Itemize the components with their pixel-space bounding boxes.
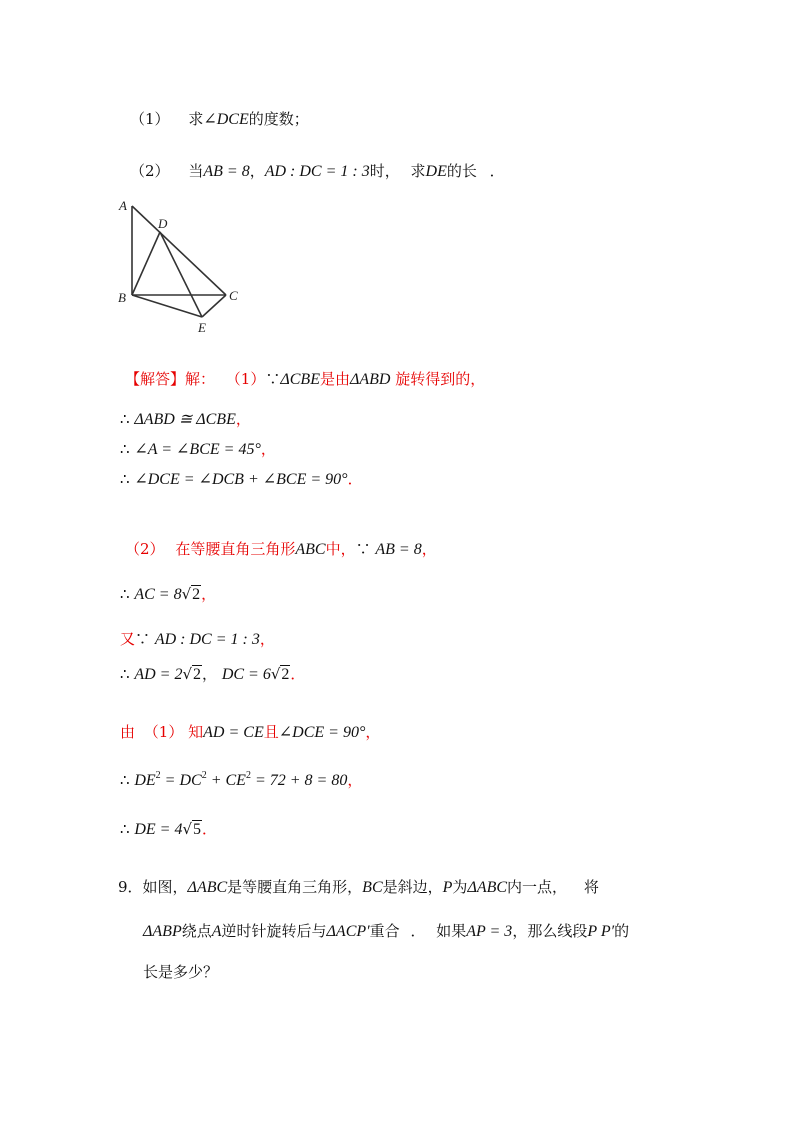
text: 由 [120, 723, 136, 741]
math-expression: AC = 8 [134, 586, 182, 603]
text: 旋转得到的， [395, 370, 486, 388]
question-9-line-1 [118, 876, 599, 899]
exponent: 2 [155, 770, 161, 781]
therefore-symbol: ∴ [120, 410, 130, 428]
text: 的长 [446, 162, 477, 180]
punctuation: ． [202, 820, 218, 838]
point-label-c: C [229, 288, 238, 303]
punctuation: ， [259, 630, 275, 648]
therefore-symbol: ∴ [120, 771, 130, 789]
answer-heading [125, 368, 485, 391]
math-expression: P [442, 879, 453, 896]
sqrt-symbol: √ [270, 665, 281, 683]
step-angles [120, 438, 276, 461]
answer-label: 【解答】解： [125, 370, 216, 388]
text: 当 [188, 162, 204, 180]
step-ratio [120, 628, 275, 651]
text: ， [249, 162, 265, 180]
math-expression: AD = 2 [134, 666, 183, 683]
math-expression: AD : DC = 1 : 3 [264, 163, 370, 180]
math-expression: A [211, 923, 222, 940]
sqrt-symbol: √ [181, 585, 192, 603]
math-expression: ΔABD [349, 371, 391, 388]
punctuation: ． [290, 665, 306, 683]
step-dce [120, 468, 363, 491]
text: 时， [369, 162, 400, 180]
math-expression: = 72 + 8 = 80 [250, 772, 348, 789]
question-part-2 [130, 160, 505, 183]
math-expression: AB = 8 [375, 541, 422, 558]
text: ． [410, 922, 426, 940]
answer-part-2 [125, 538, 437, 561]
math-expression: P P′ [587, 923, 615, 940]
segment-ac [132, 206, 226, 295]
text: 如果 [436, 922, 467, 940]
therefore-symbol: ∴ [120, 820, 130, 838]
math-expression: DE [425, 163, 447, 180]
math-expression: ∠DCE = 90° [278, 724, 366, 741]
step-de [120, 818, 217, 841]
punctuation: ， [202, 665, 218, 683]
sqrt-symbol: √ [182, 665, 193, 683]
punctuation: ， [235, 410, 251, 428]
text: 是等腰直角三角形， [227, 878, 363, 896]
point-label-b: B [118, 290, 126, 305]
question-number: 9．如图， [118, 878, 188, 896]
sqrt-symbol: √ [182, 820, 193, 838]
point-label-e: E [198, 320, 206, 335]
question-part-1 [130, 108, 309, 131]
text: 是斜边， [382, 878, 443, 896]
text: 知 [188, 723, 204, 741]
text: 求 [410, 162, 426, 180]
therefore-symbol: ∴ [120, 585, 130, 603]
punctuation: ， [347, 771, 363, 789]
math-expression: ΔABD ≅ ΔCBE [134, 411, 236, 428]
math-expression: ΔABP [143, 923, 182, 940]
text: 的 [614, 922, 630, 940]
part-number: （1） [225, 370, 266, 388]
text: 内一点， [507, 878, 568, 896]
math-expression: AB = 8 [203, 163, 250, 180]
point-label-a: A [119, 198, 127, 213]
text: 重合 [369, 922, 400, 940]
geometry-figure [110, 190, 250, 335]
math-expression: ΔABC [467, 879, 508, 896]
text: 的度数； [248, 110, 309, 128]
segment-be [132, 295, 202, 317]
math-expression: AD = CE [203, 724, 264, 741]
text: ，那么线段 [512, 922, 588, 940]
segment-de [160, 232, 202, 317]
math-expression: ∠A = ∠BCE = 45° [134, 441, 261, 458]
math-expression: DE = 4 [134, 821, 183, 838]
punctuation: ， [201, 585, 217, 603]
text: 又 [120, 630, 136, 648]
radicand: 2 [192, 586, 201, 603]
text: 求 [188, 110, 204, 128]
because-symbol: ∵ [355, 540, 371, 558]
math-expression: BC [362, 879, 383, 896]
question-9-line-2 [143, 920, 629, 943]
math-expression: ΔCBE [280, 371, 320, 388]
punctuation: ， [260, 440, 276, 458]
text: 长是多少？ [143, 963, 219, 981]
math-expression: AP = 3 [466, 923, 513, 940]
text: 且 [263, 723, 279, 741]
part-number: （2） [130, 162, 170, 180]
text: 中， [325, 540, 356, 558]
therefore-symbol: ∴ [120, 470, 130, 488]
punctuation: ． [347, 470, 363, 488]
part-number: （1） [143, 723, 184, 741]
part-number: （2） [125, 540, 165, 558]
punctuation: ， [365, 723, 381, 741]
math-expression: AD : DC = 1 : 3 [154, 631, 260, 648]
math-expression: ΔABC [187, 879, 228, 896]
point-label-d: D [158, 216, 168, 231]
step-ad-dc [120, 663, 305, 686]
punctuation: ， [421, 540, 437, 558]
step-from-part-1 [120, 721, 380, 744]
step-pythagoras [120, 765, 362, 792]
part-number: （1） [130, 110, 170, 128]
math-expression: + CE [206, 772, 246, 789]
radicand: 2 [193, 666, 202, 683]
step-ac [120, 583, 216, 606]
text: 逆时针旋转后与 [221, 922, 327, 940]
text: ． [489, 162, 505, 180]
radicand: 2 [281, 666, 290, 683]
math-expression: ΔACP′ [326, 923, 370, 940]
math-expression: DE [134, 772, 156, 789]
therefore-symbol: ∴ [120, 440, 130, 458]
text: 为 [452, 878, 468, 896]
therefore-symbol: ∴ [120, 665, 130, 683]
exponent: 2 [245, 770, 251, 781]
because-symbol: ∵ [265, 370, 281, 388]
step-congruent [120, 408, 251, 431]
math-expression: ∠DCE [203, 111, 249, 128]
math-expression: DC = 6 [221, 666, 271, 683]
math-expression: ∠DCE = ∠DCB + ∠BCE = 90° [134, 471, 348, 488]
math-expression: = DC [160, 772, 202, 789]
segment-bd [132, 232, 160, 295]
segment-ce [202, 295, 226, 317]
text: 是由 [319, 370, 350, 388]
text: 在等腰直角三角形 [175, 540, 296, 558]
text: 绕点 [181, 922, 212, 940]
because-symbol: ∵ [135, 630, 151, 648]
text: 将 [583, 878, 599, 896]
radicand: 5 [193, 821, 202, 838]
question-9-line-3 [143, 961, 218, 983]
exponent: 2 [201, 770, 207, 781]
math-expression: ABC [295, 541, 326, 558]
